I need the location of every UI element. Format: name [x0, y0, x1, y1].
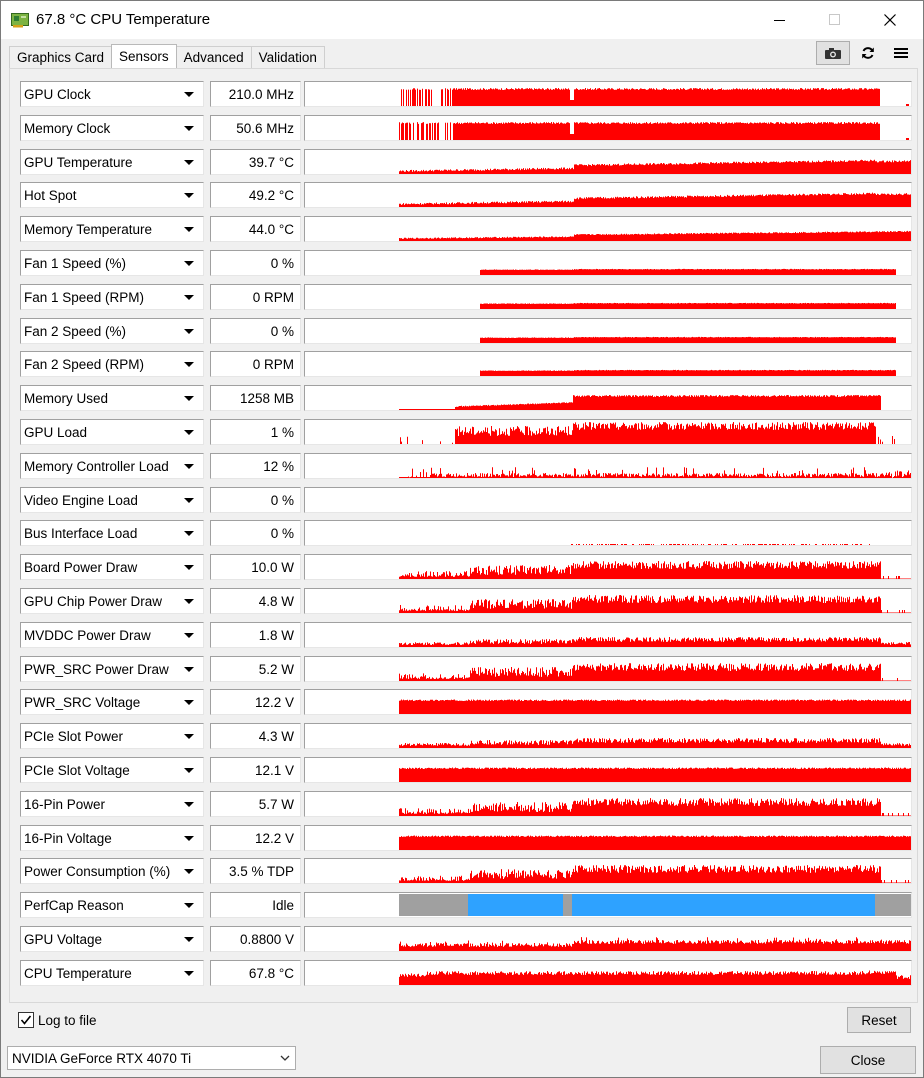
checkmark-icon	[20, 1014, 32, 1026]
dropdown-arrow-icon[interactable]	[184, 498, 194, 503]
sensor-name: GPU Load	[24, 425, 88, 440]
sensor-row	[20, 926, 914, 952]
sensor-name-select[interactable]	[20, 554, 204, 580]
dropdown-arrow-icon[interactable]	[184, 768, 194, 773]
gpu-card-icon	[11, 12, 29, 28]
sensor-history-graph	[305, 792, 911, 816]
sensor-history-graph	[305, 251, 911, 275]
sensor-name: GPU Voltage	[24, 932, 103, 947]
sensor-graph-area	[399, 768, 911, 783]
sensor-history-graph	[305, 82, 911, 106]
dropdown-arrow-icon[interactable]	[184, 261, 194, 266]
sensor-value: 0 %	[270, 526, 294, 541]
sensor-value: 5.7 W	[258, 797, 294, 812]
camera-icon	[824, 47, 842, 60]
sensor-value-box[interactable]	[210, 892, 301, 918]
sensor-graph[interactable]	[304, 858, 912, 884]
sensor-value: 4.3 W	[258, 729, 294, 744]
sensor-value: 44.0 °C	[248, 222, 294, 237]
refresh-button[interactable]	[852, 41, 884, 65]
sensor-value: 1258 MB	[239, 391, 294, 406]
sensor-row	[20, 216, 914, 242]
sensor-graph-area	[399, 269, 911, 275]
sensor-value: 12 %	[263, 459, 294, 474]
sensor-value-box[interactable]	[210, 182, 301, 208]
sensor-name-select[interactable]	[20, 182, 204, 208]
dropdown-arrow-icon[interactable]	[184, 903, 194, 908]
sensor-row	[20, 318, 914, 344]
sensor-history-graph	[305, 724, 911, 748]
sensor-value: 10.0 W	[251, 560, 294, 575]
sensor-graph[interactable]	[304, 791, 912, 817]
sensor-graph-area	[399, 422, 911, 444]
sensor-row	[20, 723, 914, 749]
sensor-graph[interactable]	[304, 825, 912, 851]
tab-strip	[9, 46, 324, 69]
sensor-value: 12.1 V	[254, 763, 294, 778]
sensor-value: 4.8 W	[258, 594, 294, 609]
sensor-graph[interactable]	[304, 216, 912, 242]
sensor-history-graph	[305, 555, 911, 579]
sensor-row	[20, 149, 914, 175]
sensor-graph[interactable]	[304, 656, 912, 682]
dropdown-arrow-icon[interactable]	[184, 227, 194, 232]
sensor-history-graph	[305, 826, 911, 850]
sensor-history-graph	[305, 352, 911, 376]
dropdown-arrow-icon[interactable]	[184, 802, 194, 807]
dropdown-arrow-icon[interactable]	[184, 160, 194, 165]
sensor-value: 67.8 °C	[248, 966, 294, 981]
sensor-history-graph	[305, 454, 911, 478]
sensor-history-graph	[305, 893, 911, 917]
sensor-name-select[interactable]	[20, 115, 204, 141]
sensor-history-graph	[305, 521, 911, 545]
sensor-name: Memory Used	[24, 391, 109, 406]
sensor-value-box[interactable]	[210, 858, 301, 884]
sensor-graph-area	[399, 544, 911, 545]
sensor-value: 3.5 % TDP	[228, 864, 294, 879]
sensor-graph-area	[399, 971, 911, 986]
sensor-value: 12.2 V	[254, 831, 294, 846]
sensor-history-graph	[305, 927, 911, 951]
sensor-graph-area	[399, 865, 911, 883]
sensor-graph[interactable]	[304, 149, 912, 175]
dropdown-arrow-icon[interactable]	[184, 531, 194, 536]
sensor-value-box[interactable]	[210, 318, 301, 344]
sensors-panel	[9, 68, 918, 1003]
sensor-value: 50.6 MHz	[236, 121, 294, 136]
sensor-row	[20, 892, 914, 918]
sensor-value-box[interactable]	[210, 149, 301, 175]
sensor-value-box[interactable]	[210, 926, 301, 952]
dropdown-arrow-icon[interactable]	[184, 937, 194, 942]
sensor-value-box[interactable]	[210, 622, 301, 648]
sensor-value: 39.7 °C	[248, 155, 294, 170]
dropdown-arrow-icon[interactable]	[184, 92, 194, 97]
sensor-row	[20, 858, 914, 884]
sensor-graph-area	[399, 122, 911, 140]
sensor-row	[20, 960, 914, 986]
sensor-name: PWR_SRC Power Draw	[24, 662, 169, 677]
sensor-name-select[interactable]	[20, 385, 204, 411]
sensor-value-box[interactable]	[210, 656, 301, 682]
sensor-graph-area	[399, 370, 911, 376]
sensor-row	[20, 622, 914, 648]
sensor-graph[interactable]	[304, 757, 912, 783]
sensor-graph[interactable]	[304, 453, 912, 479]
sensor-name-select[interactable]	[20, 892, 204, 918]
sensor-history-graph	[305, 319, 911, 343]
sensor-name-select[interactable]	[20, 622, 204, 648]
sensor-graph-area	[399, 663, 911, 681]
sensor-graph-area	[399, 193, 911, 207]
title-bar[interactable]	[1, 1, 923, 39]
close-icon	[884, 14, 896, 26]
sensor-name: 16-Pin Voltage	[24, 831, 112, 846]
sensor-value: 0 %	[270, 256, 294, 271]
sensor-history-graph	[305, 623, 911, 647]
dropdown-arrow-icon[interactable]	[184, 430, 194, 435]
gpu-select-value: NVIDIA GeForce RTX 4070 Ti	[12, 1051, 192, 1066]
main-menu-button[interactable]	[885, 41, 917, 65]
dropdown-arrow-icon[interactable]	[184, 464, 194, 469]
sensor-history-graph	[305, 488, 911, 512]
sensor-graph[interactable]	[304, 81, 912, 107]
sensor-history-graph	[305, 150, 911, 174]
sensor-value-box[interactable]	[210, 115, 301, 141]
dropdown-arrow-icon[interactable]	[184, 667, 194, 672]
sensor-value: Idle	[272, 898, 294, 913]
sensor-history-graph	[305, 961, 911, 985]
maximize-icon	[829, 14, 841, 26]
sensor-value-box[interactable]	[210, 791, 301, 817]
sensor-value-box[interactable]	[210, 453, 301, 479]
sensor-graph[interactable]	[304, 487, 912, 513]
tab-validation[interactable]: Validation	[251, 46, 325, 68]
dropdown-arrow-icon[interactable]	[184, 193, 194, 198]
sensor-name: Fan 2 Speed (RPM)	[24, 357, 145, 372]
sensor-name: PerfCap Reason	[24, 898, 124, 913]
sensor-name-select[interactable]	[20, 926, 204, 952]
sensor-graph[interactable]	[304, 419, 912, 445]
sensor-name: Video Engine Load	[24, 493, 138, 508]
sensor-graph-area	[399, 595, 911, 613]
sensor-value-box[interactable]	[210, 723, 301, 749]
sensor-name-select[interactable]	[20, 588, 204, 614]
sensor-history-graph	[305, 657, 911, 681]
sensor-graph[interactable]	[304, 926, 912, 952]
refresh-icon	[861, 46, 875, 60]
sensor-name-select[interactable]	[20, 419, 204, 445]
dropdown-arrow-icon[interactable]	[184, 869, 194, 874]
log-to-file-checkbox[interactable]	[18, 1012, 34, 1028]
sensor-graph[interactable]	[304, 318, 912, 344]
sensor-row	[20, 351, 914, 377]
sensor-row	[20, 182, 914, 208]
sensor-name-select[interactable]	[20, 487, 204, 513]
sensor-name: Fan 1 Speed (%)	[24, 256, 127, 271]
sensor-graph[interactable]	[304, 182, 912, 208]
sensor-graph-area	[399, 700, 911, 715]
sensor-name-select[interactable]	[20, 723, 204, 749]
sensor-name: GPU Chip Power Draw	[24, 594, 163, 609]
sensor-graph-area	[399, 836, 911, 851]
sensor-row	[20, 419, 914, 445]
sensor-graph-area	[399, 160, 911, 174]
sensor-value-box[interactable]	[210, 757, 301, 783]
sensor-name-select[interactable]	[20, 284, 204, 310]
screenshot-button[interactable]	[816, 41, 850, 65]
sensor-value-box[interactable]	[210, 588, 301, 614]
sensor-name: Hot Spot	[24, 188, 77, 203]
sensor-name: Power Consumption (%)	[24, 864, 171, 879]
sensor-name: GPU Temperature	[24, 155, 133, 170]
sensor-value: 5.2 W	[258, 662, 294, 677]
sensor-row	[20, 791, 914, 817]
sensor-history-graph	[305, 116, 911, 140]
sensor-name: CPU Temperature	[24, 966, 132, 981]
close-button[interactable]: Close	[820, 1046, 916, 1074]
sensor-name: PCIe Slot Voltage	[24, 763, 130, 778]
sensor-name: Fan 2 Speed (%)	[24, 324, 127, 339]
sensor-graph[interactable]	[304, 115, 912, 141]
sensor-history-graph	[305, 758, 911, 782]
sensor-value: 0.8800 V	[239, 932, 294, 947]
sensor-graph[interactable]	[304, 588, 912, 614]
dropdown-arrow-icon[interactable]	[184, 126, 194, 131]
sensor-history-graph	[305, 859, 911, 883]
sensor-row	[20, 81, 914, 107]
sensor-value-box[interactable]	[210, 81, 301, 107]
perfcap-segment	[875, 894, 911, 916]
sensor-name-select[interactable]	[20, 250, 204, 276]
sensor-name-select[interactable]	[20, 351, 204, 377]
perfcap-segment	[468, 894, 563, 916]
sensor-name-select[interactable]	[20, 757, 204, 783]
dropdown-arrow-icon[interactable]	[184, 971, 194, 976]
sensor-graph-area	[399, 88, 911, 106]
chevron-down-icon	[279, 1051, 291, 1065]
sensor-name: Memory Temperature	[24, 222, 153, 237]
tab-advanced[interactable]: Advanced	[176, 46, 252, 68]
maximize-button[interactable]	[812, 1, 858, 39]
sensor-row	[20, 115, 914, 141]
sensor-name: Fan 1 Speed (RPM)	[24, 290, 145, 305]
sensor-graph[interactable]	[304, 250, 912, 276]
sensor-value-box[interactable]	[210, 385, 301, 411]
sensor-history-graph	[305, 217, 911, 241]
sensor-row	[20, 656, 914, 682]
sensor-name: PWR_SRC Voltage	[24, 695, 141, 710]
dropdown-arrow-icon[interactable]	[184, 565, 194, 570]
sensor-value-box[interactable]	[210, 284, 301, 310]
sensor-graph[interactable]	[304, 520, 912, 546]
sensor-graph[interactable]	[304, 723, 912, 749]
sensor-name: GPU Clock	[24, 87, 91, 102]
sensor-history-graph	[305, 386, 911, 410]
sensor-value-box[interactable]	[210, 487, 301, 513]
sensor-row	[20, 250, 914, 276]
sensor-name-select[interactable]	[20, 689, 204, 715]
perfcap-segment	[399, 894, 468, 916]
sensor-name-select[interactable]	[20, 520, 204, 546]
sensor-value: 12.2 V	[254, 695, 294, 710]
perfcap-segment	[572, 894, 875, 916]
sensor-name-select[interactable]	[20, 216, 204, 242]
close-window-button[interactable]	[867, 1, 913, 39]
dropdown-arrow-icon[interactable]	[184, 295, 194, 300]
sensor-value-box[interactable]	[210, 554, 301, 580]
sensor-name: MVDDC Power Draw	[24, 628, 151, 643]
sensor-value-box[interactable]	[210, 216, 301, 242]
minimize-button[interactable]	[757, 1, 803, 39]
sensor-graph-area	[399, 337, 911, 343]
tab-graphics-card[interactable]: Graphics Card	[9, 46, 112, 68]
sensor-row	[20, 825, 914, 851]
sensor-graph-area	[399, 561, 911, 579]
sensor-history-graph	[305, 285, 911, 309]
sensor-name-select[interactable]	[20, 825, 204, 851]
window-title: 67.8 °C CPU Temperature	[36, 11, 211, 28]
sensor-graph[interactable]	[304, 689, 912, 715]
sensor-value: 210.0 MHz	[228, 87, 294, 102]
sensor-name-select[interactable]	[20, 81, 204, 107]
sensor-name-select[interactable]	[20, 960, 204, 986]
sensor-name: PCIe Slot Power	[24, 729, 124, 744]
sensor-value: 0 %	[270, 324, 294, 339]
sensor-row	[20, 385, 914, 411]
dropdown-arrow-icon[interactable]	[184, 329, 194, 334]
sensor-graph-area	[399, 798, 911, 816]
minimize-icon	[774, 14, 786, 26]
dropdown-arrow-icon[interactable]	[184, 734, 194, 739]
dropdown-arrow-icon[interactable]	[184, 362, 194, 367]
sensor-graph[interactable]	[304, 622, 912, 648]
sensor-value: 0 RPM	[252, 357, 294, 372]
sensor-row	[20, 757, 914, 783]
sensor-value-box[interactable]	[210, 351, 301, 377]
sensor-history-graph	[305, 589, 911, 613]
sensor-name: Bus Interface Load	[24, 526, 138, 541]
sensor-name-select[interactable]	[20, 858, 204, 884]
sensor-graph-area	[399, 395, 911, 410]
sensor-graph-area	[399, 937, 911, 951]
sensor-row	[20, 554, 914, 580]
sensor-row	[20, 689, 914, 715]
sensor-name-select[interactable]	[20, 656, 204, 682]
dropdown-arrow-icon[interactable]	[184, 633, 194, 638]
sensor-value: 49.2 °C	[248, 188, 294, 203]
sensor-name-select[interactable]	[20, 318, 204, 344]
sensor-name: Memory Clock	[24, 121, 111, 136]
dropdown-arrow-icon[interactable]	[184, 599, 194, 604]
dropdown-arrow-icon[interactable]	[184, 836, 194, 841]
dropdown-arrow-icon[interactable]	[184, 700, 194, 705]
reset-button[interactable]: Reset	[847, 1007, 911, 1033]
sensor-row	[20, 453, 914, 479]
hamburger-menu-icon	[894, 47, 908, 59]
sensor-name-select[interactable]	[20, 149, 204, 175]
sensor-value-box[interactable]	[210, 825, 301, 851]
sensor-value-box[interactable]	[210, 960, 301, 986]
sensor-history-graph	[305, 183, 911, 207]
sensor-graph[interactable]	[304, 351, 912, 377]
sensor-value: 0 RPM	[252, 290, 294, 305]
sensor-graph[interactable]	[304, 284, 912, 310]
sensor-name: Board Power Draw	[24, 560, 138, 575]
log-to-file-option[interactable]	[18, 1012, 97, 1028]
sensor-graph[interactable]	[304, 892, 912, 918]
sensor-name: 16-Pin Power	[24, 797, 106, 812]
sensor-value: 1.8 W	[258, 628, 294, 643]
sensor-row	[20, 487, 914, 513]
sensor-graph[interactable]	[304, 960, 912, 986]
tab-sensors[interactable]: Sensors	[111, 44, 177, 68]
sensor-row	[20, 588, 914, 614]
sensor-graph-area	[399, 467, 911, 478]
sensor-graph[interactable]	[304, 554, 912, 580]
sensor-value-box[interactable]	[210, 689, 301, 715]
sensor-value: 0 %	[270, 493, 294, 508]
sensor-value-box[interactable]	[210, 419, 301, 445]
sensor-value-box[interactable]	[210, 520, 301, 546]
perfcap-segment	[563, 894, 572, 916]
sensor-graph-area	[399, 303, 911, 309]
sensor-value: 1 %	[270, 425, 294, 440]
sensor-value-box[interactable]	[210, 250, 301, 276]
sensor-name-select[interactable]	[20, 791, 204, 817]
sensor-name-select[interactable]	[20, 453, 204, 479]
sensor-history-graph	[305, 690, 911, 714]
sensor-name: Memory Controller Load	[24, 459, 169, 474]
sensor-graph-area	[399, 231, 911, 241]
sensor-graph[interactable]	[304, 385, 912, 411]
sensor-graph-area	[399, 637, 911, 647]
sensor-row	[20, 520, 914, 546]
sensor-graph-area	[399, 738, 911, 748]
log-to-file-label: Log to file	[38, 1012, 97, 1028]
gpu-select[interactable]	[7, 1046, 296, 1070]
sensor-history-graph	[305, 420, 911, 444]
dropdown-arrow-icon[interactable]	[184, 396, 194, 401]
sensor-row	[20, 284, 914, 310]
